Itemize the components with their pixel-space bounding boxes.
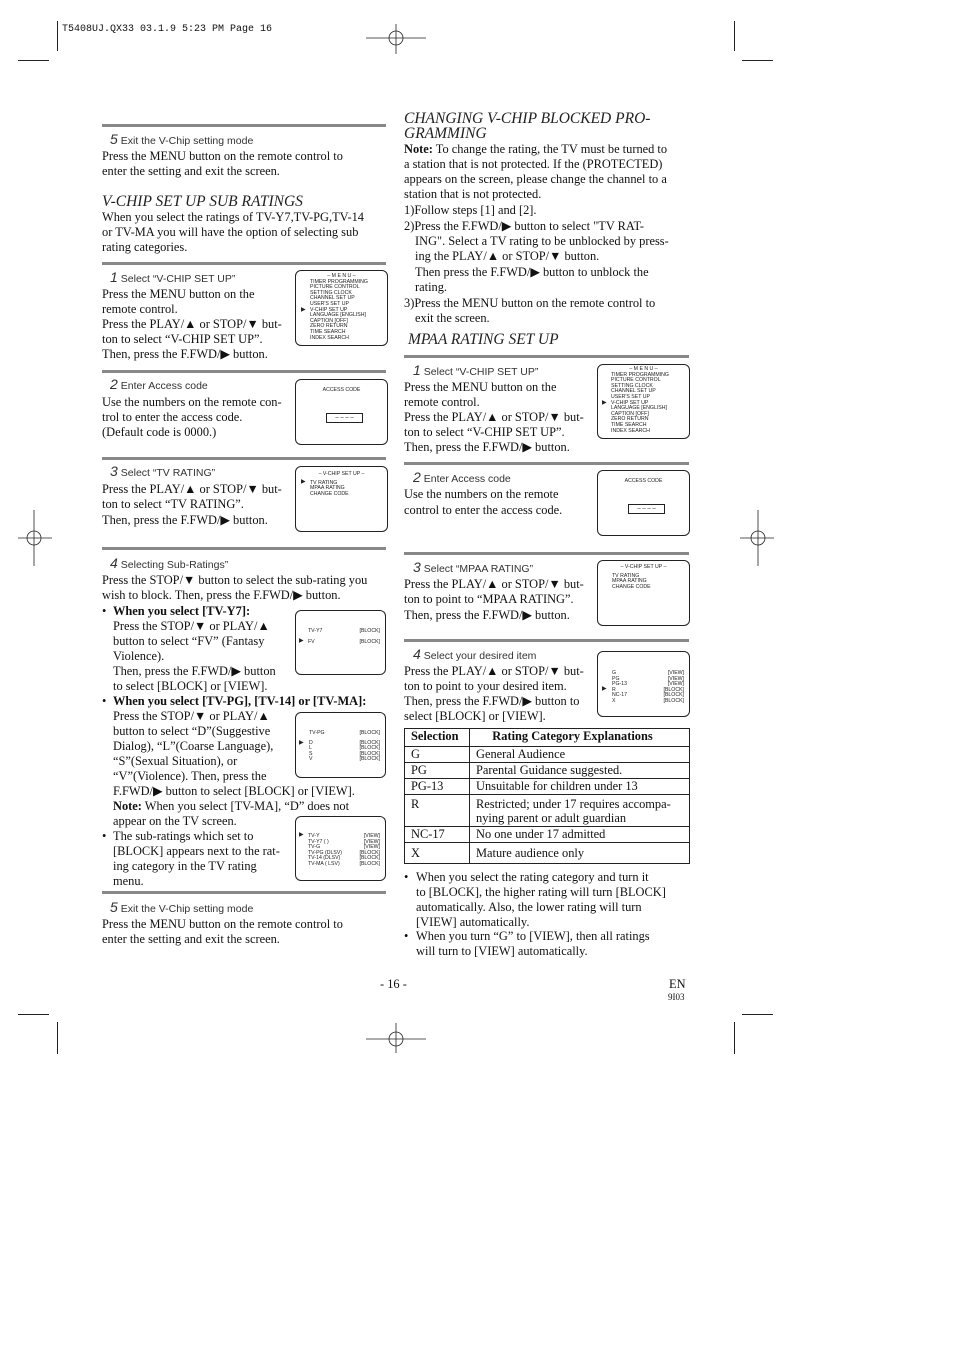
registration-mark-icon [740, 510, 774, 566]
pointer-icon: ▶ [299, 740, 304, 746]
step-text: Use the numbers on the remote con- trol to enter the access code. (Default code is 0000.) [102, 395, 282, 439]
table-row: R Restricted; under 17 requires accompa- nying parent or adult guardian [405, 795, 690, 827]
access-code-field: – – – – [628, 504, 665, 514]
section-rule [102, 547, 386, 550]
crop-mark [734, 1022, 735, 1054]
step-text: Press the PLAY/▲ or STOP/▼ but- ton to point to your desired item. Then, press the F.FWD/▶ button to select [BLOCK] or [VIEW]. [404, 664, 584, 723]
table-row: X Mature audience only [405, 843, 690, 864]
rating-note: When you select the rating category and turn it to [BLOCK], the higher rating will turn [BLOCK] automatically. Also, the lower rating will turn [VIEW] automatically. [416, 870, 666, 929]
section-intro: When you select the ratings of TV-Y7,TV-PG,TV-14 or TV-MA you will have the option of selecting sub rating categories. [102, 210, 365, 254]
sub-rating-tvpg: When you select [TV-PG], [TV-14] or [TV-MA]: Press the STOP/▼ or PLAY/▲ button to select “D”(Suggestive Dialog), “L”(Coarse Language), “S”(Sexual Situation), or “V”(Violence). Then, press the F.FWD/▶ button to select [BLOCK] or [VIEW]. Note: When you select [TV-MA], “D” does not appear on the TV screen. [113, 694, 367, 828]
bullet-dot: • [102, 694, 107, 708]
vchip-setup-screen: – V-CHIP SET UP – TV RATING MPAA RATING CHANGE CODE ▶ [295, 466, 388, 532]
page-number: - 16 - [380, 977, 407, 991]
crop-mark [18, 60, 49, 61]
step-heading: 2 Enter Access code [110, 376, 208, 392]
tv-rating-list-screen: TV-Y [VIEW] TV-Y7 ( ) [VIEW] TV-G [VIEW] TV-PG (DLSV) [BLOCK] TV-14 (DLSV) [BLOCK] TV-MA ( LSV) [BLOCK] ▶ [295, 816, 386, 881]
step-heading: 4 Selecting Sub-Ratings” [110, 555, 229, 571]
rating-table [404, 728, 690, 864]
crop-mark [57, 1022, 58, 1054]
menu-screen: – M E N U – TIMER PROGRAMMING PICTURE CONTROL SETTING CLOCK CHANNEL SET UP USER'S SET UP V-CHIP SET UP LANGUAGE [ENGLISH] CAPTION [OFF] ZERO RETURN TIME SEARCH INDEX SEARCH ▶ [295, 270, 388, 346]
change-blocked-text: Note: To change the rating, the TV must be turned to a station that is not protected. If the (PROTECTED) appears on the screen, please change the channel to a station that is not protected. 1)Follow steps [1] and [2]. 2)Press the F.FWD/▶ button to select "TV RAT- ING". Select a TV rating to be unblocked by press- ing the PLAY/▲ or STOP/▼ button. Then press the F.FWD/▶ button to unblock the rating. 3)Press the MENU button on the remote control to exit the screen. [404, 142, 669, 325]
step-text: Use the numbers on the remote control to enter the access code. [404, 487, 563, 517]
section-rule [404, 552, 689, 555]
bullet-dot: • [404, 870, 409, 884]
step-text: Press the STOP/▼ button to select the sub-rating you wish to block. Then, press the F.FWD/▶ button. [102, 573, 368, 602]
step-heading: 4 Select your desired item [413, 646, 537, 662]
access-code-screen: ACCESS CODE – – – – [295, 379, 388, 445]
section-title: CHANGING V-CHIP BLOCKED PRO- GRAMMING [404, 110, 651, 142]
table-row: NC-17 No one under 17 admitted [405, 827, 690, 843]
section-rule [102, 262, 386, 265]
print-code: 9I03 [668, 992, 685, 1002]
access-code-field: – – – – [326, 413, 363, 423]
step-text: Press the PLAY/▲ or STOP/▼ but- ton to point to “MPAA RATING”. Then, press the F.FWD/▶ button. [404, 577, 584, 622]
mpaa-rating-screen: G [VIEW] PG [VIEW] PG-13 [VIEW] R [BLOCK] NC-17 [BLOCK] X [BLOCK] ▶ [597, 651, 690, 717]
step-heading: 1 Select “V-CHIP SET UP” [413, 362, 539, 378]
tvy7-screen: TV-Y7 [BLOCK] FV [BLOCK] ▶ [295, 610, 386, 675]
crop-mark [57, 21, 58, 51]
section-rule [102, 370, 386, 373]
sub-rating-tvy7: When you select [TV-Y7]: Press the STOP/▼ or PLAY/▲ button to select “FV” (Fantasy Violence). Then, press the F.FWD/▶ button to select [BLOCK] or [VIEW]. [113, 604, 276, 693]
bullet-dot: • [102, 604, 107, 618]
step-text: Press the PLAY/▲ or STOP/▼ but- ton to select “TV RATING”. Then, press the F.FWD/▶ button. [102, 482, 282, 527]
registration-mark-icon [18, 510, 52, 566]
pointer-icon: ▶ [602, 686, 607, 692]
step-heading: 1 Select “V-CHIP SET UP” [110, 269, 236, 285]
registration-mark-icon [366, 22, 426, 54]
section-rule [404, 355, 689, 358]
step-heading: 3 Select “MPAA RATING” [413, 559, 534, 575]
crop-mark [742, 1014, 773, 1015]
section-rule [102, 457, 386, 460]
bullet-dot: • [404, 929, 409, 943]
sub-rating-note: The sub-ratings which set to [BLOCK] appears next to the rat- ing category in the TV rating menu. [113, 829, 280, 888]
section-rule [404, 462, 689, 465]
step-heading: 3 Select “TV RATING” [110, 463, 216, 479]
rating-note: When you turn “G” to [VIEW], then all ratings will turn to [VIEW] automatically. [416, 929, 650, 958]
bullet-dot: • [102, 829, 107, 843]
section-title: V-CHIP SET UP SUB RATINGS [102, 193, 303, 210]
crop-mark [742, 60, 773, 61]
step-text: Press the MENU button on the remote control to enter the setting and exit the screen. [102, 149, 343, 178]
tvpg-screen: TV-PG [BLOCK] D [BLOCK] L [BLOCK] S [BLOCK] V [BLOCK] ▶ [295, 712, 386, 778]
menu-screen: – M E N U – TIMER PROGRAMMING PICTURE CONTROL SETTING CLOCK CHANNEL SET UP USER'S SET UP V-CHIP SET UP LANGUAGE [ENGLISH] CAPTION [OFF] ZERO RETURN TIME SEARCH INDEX SEARCH ▶ [597, 364, 690, 439]
language-code: EN [669, 977, 686, 991]
section-title: MPAA RATING SET UP [408, 331, 559, 348]
table-header: Rating Category Explanations [470, 729, 690, 747]
pointer-icon: ▶ [602, 400, 607, 406]
pointer-icon: ▶ [301, 307, 306, 313]
table-row: PG Parental Guidance suggested. [405, 763, 690, 779]
pointer-icon: ▶ [301, 479, 306, 485]
print-slug: T5408UJ.QX33 03.1.9 5:23 PM Page 16 [62, 24, 273, 35]
table-header: Selection [405, 729, 470, 747]
registration-mark-icon [366, 1023, 426, 1055]
step-text: Press the MENU button on the remote control to enter the setting and exit the screen. [102, 917, 343, 946]
pointer-icon: ▶ [299, 832, 304, 838]
step-heading: 5 Exit the V-Chip setting mode [110, 131, 254, 147]
section-rule [102, 124, 386, 127]
step-text: Press the MENU button on the remote control. Press the PLAY/▲ or STOP/▼ but- ton to select “V-CHIP SET UP”. Then, press the F.FWD/▶ button. [404, 380, 584, 454]
section-rule [404, 639, 689, 642]
access-code-screen: ACCESS CODE – – – – [597, 470, 690, 536]
table-row: G General Audience [405, 747, 690, 763]
vchip-setup-screen: – V-CHIP SET UP – TV RATING MPAA RATING CHANGE CODE [597, 560, 690, 626]
table-row: PG-13 Unsuitable for children under 13 [405, 779, 690, 795]
step-text: Press the MENU button on the remote control. Press the PLAY/▲ or STOP/▼ but- ton to select “V-CHIP SET UP”. Then, press the F.FWD/▶ button. [102, 287, 282, 361]
crop-mark [18, 1014, 49, 1015]
crop-mark [734, 21, 735, 51]
step-heading: 5 Exit the V-Chip setting mode [110, 899, 254, 915]
pointer-icon: ▶ [299, 638, 304, 644]
section-rule [102, 891, 386, 894]
table-header-row [405, 729, 690, 747]
step-heading: 2 Enter Access code [413, 469, 511, 485]
